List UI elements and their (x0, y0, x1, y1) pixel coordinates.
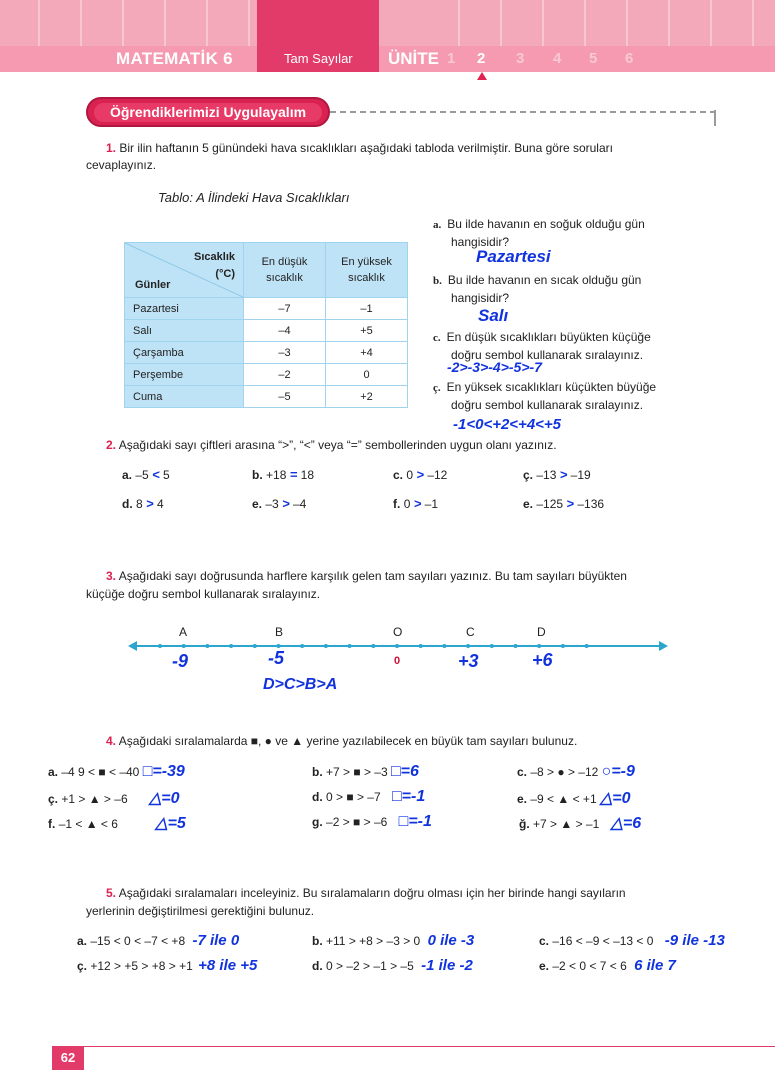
number-line-tick (300, 644, 304, 648)
q1-text-line2: cevaplayınız. (86, 158, 157, 172)
item-label: c. (539, 934, 550, 948)
subject-title: MATEMATİK 6 (116, 49, 233, 68)
q4-item (517, 788, 631, 808)
item-label: f. (393, 497, 401, 511)
item-left: –5 (135, 468, 149, 482)
q1-number: 1. (106, 141, 117, 155)
item-label: g. (312, 815, 323, 829)
unit-number: 6 (625, 50, 634, 67)
order-answer: D>C>B>A (263, 676, 338, 693)
banner-divider-end (714, 110, 716, 126)
table-header-row (125, 243, 408, 298)
page-header (0, 0, 775, 72)
high-cell: +5 (326, 320, 408, 342)
sub-c-line2: doğru sembol kullanarak sıralayınız. (451, 348, 644, 362)
item-symbol: = (289, 467, 298, 482)
number-line-tick (514, 644, 518, 648)
point-label-d: D (537, 625, 546, 639)
section-banner-title: Öğrendiklerimizi Uygulayalım (94, 103, 322, 122)
q3-text-line1: Aşağıdaki sayı doğrusunda harflere karşılık gelen tam sayıları yazınız. Bu tam sayıları büyükten (118, 569, 627, 583)
item-answer: +8 ile +5 (198, 957, 258, 974)
header-tile (462, 0, 502, 46)
item-expression: +11 > +8 > –3 > 0 (326, 934, 421, 948)
q5-item (77, 957, 257, 974)
item-expression: –2 > ■ > –6 (326, 815, 388, 829)
item-expression: –15 < 0 < –7 < +8 (90, 934, 186, 948)
q2-item (523, 467, 591, 482)
item-label: a. (122, 468, 133, 482)
q2-item (122, 496, 164, 511)
header-tile (588, 0, 628, 46)
number-line-tick (490, 644, 494, 648)
header-tile (126, 0, 166, 46)
item-label: e. (539, 959, 550, 973)
answer-a: Pazartesi (476, 247, 551, 266)
value-a: -9 (172, 651, 189, 671)
item-expression: 0 > ■ > –7 (326, 790, 381, 804)
q5-item (539, 932, 725, 949)
high-cell: +4 (326, 342, 408, 364)
day-cell: Pazartesi (125, 298, 244, 320)
day-cell: Çarşamba (125, 342, 244, 364)
item-label: f. (48, 817, 56, 831)
item-left: –13 (536, 468, 557, 482)
item-expression: –8 > ● > –12 (530, 765, 599, 779)
topic-title: Tam Sayılar (284, 51, 353, 66)
unit-number: 1 (447, 50, 456, 67)
item-label: a. (48, 765, 59, 779)
item-expression: –4 9 < ■ < –40 (61, 765, 140, 779)
item-label: a. (77, 934, 88, 948)
sub-cc-line2: doğru sembol kullanarak sıralayınız. (451, 398, 644, 412)
unit-number: 5 (589, 50, 598, 67)
q4-item (48, 813, 186, 833)
sub-label: a. (433, 219, 442, 231)
low-cell: –2 (244, 364, 326, 386)
q5-item (77, 932, 239, 949)
q5-text-line2: yerlerinin değiştirilmesi gerektiğini bulunuz. (86, 904, 315, 918)
q3-text (106, 568, 718, 585)
number-line-tick (253, 644, 257, 648)
item-expression: +7 > ■ > –3 (326, 765, 388, 779)
number-line-tick (205, 644, 209, 648)
low-cell: –3 (244, 342, 326, 364)
low-cell: –7 (244, 298, 326, 320)
q5-number: 5. (106, 886, 117, 900)
item-expression: +7 > ▲ > –1 (533, 817, 600, 831)
q1-sub-b (433, 272, 641, 307)
sub-cc-line1: En yüksek sıcaklıkları küçükten büyüğe (446, 380, 657, 394)
q1-sub-a (433, 216, 645, 251)
item-label: d. (312, 959, 323, 973)
value-o: 0 (394, 655, 401, 667)
value-c: +3 (458, 651, 479, 671)
item-label: b. (312, 765, 323, 779)
sub-b-line2: hangisidir? (451, 291, 510, 305)
item-answer: □=-39 (142, 763, 185, 780)
point-label-o: O (393, 625, 403, 639)
header-tile (42, 0, 82, 46)
sub-label: c. (433, 332, 441, 344)
temperature-table (124, 242, 408, 408)
q1-text-line1: Bir ilin haftanın 5 günündeki hava sıcaklıkları aşağıdaki tabloda verilmiştir. Buna göre soruları (119, 141, 613, 155)
item-symbol: > (416, 467, 424, 482)
high-cell: +2 (326, 386, 408, 408)
item-left: 0 (406, 468, 414, 482)
item-label: e. (523, 497, 534, 511)
q2-item (523, 496, 604, 511)
table-row (125, 298, 408, 320)
q5-item (539, 957, 676, 974)
header-tile (546, 0, 586, 46)
q3-number: 3. (106, 569, 117, 583)
q2-text-body: Aşağıdaki sayı çiftleri arasına “>”, “<” veya “=” sembollerinden uygun olanı yazınız. (118, 438, 557, 452)
item-label: ç. (523, 468, 534, 482)
number-line-tick (371, 644, 375, 648)
item-answer: □=-1 (391, 788, 426, 805)
item-symbol: > (566, 496, 574, 511)
header-tile (630, 0, 670, 46)
page-number: 62 (52, 1046, 84, 1070)
day-cell: Salı (125, 320, 244, 342)
q2-item (393, 496, 438, 511)
item-expression: 0 > –2 > –1 > –5 (326, 959, 414, 973)
item-right: 5 (163, 468, 170, 482)
q5-text (106, 885, 718, 902)
item-right: –4 (293, 497, 307, 511)
number-line-tick (229, 644, 233, 648)
value-d: +6 (532, 650, 553, 670)
q2-item (122, 467, 170, 482)
item-label: c. (517, 765, 528, 779)
number-line-tick (585, 644, 589, 648)
item-right: 4 (156, 497, 164, 511)
corner-top-label-2: (°C) (215, 268, 235, 280)
low-cell: –4 (244, 320, 326, 342)
number-line-tick (419, 644, 423, 648)
q2-number: 2. (106, 438, 117, 452)
table-caption: Tablo: A İlindeki Hava Sıcaklıkları (158, 190, 350, 205)
number-line-tick (324, 644, 328, 648)
q4-item (312, 788, 425, 806)
item-left: 0 (403, 497, 411, 511)
item-label: e. (252, 497, 263, 511)
header-tile (84, 0, 124, 46)
q4-text-body: Aşağıdaki sıralamalarda ■, ● ve ▲ yerine yazılabilecek en büyük tam sayıları bulunuz. (118, 734, 578, 748)
item-answer: -1 ile -2 (421, 957, 473, 974)
point-label-b: B (275, 625, 284, 639)
sub-a-line2: hangisidir? (451, 235, 510, 249)
header-tile (0, 0, 40, 46)
item-label: c. (393, 468, 404, 482)
col-header-high-2: sıcaklık (348, 272, 385, 284)
unit-number: 4 (553, 50, 562, 67)
number-line-tick (182, 644, 186, 648)
item-expression: +12 > +5 > +8 > +1 (90, 959, 193, 973)
header-tile (168, 0, 208, 46)
item-answer: □=-1 (398, 813, 432, 830)
item-symbol: < (152, 467, 160, 482)
header-tile (420, 0, 460, 46)
active-unit-marker (477, 72, 487, 80)
day-cell: Cuma (125, 386, 244, 408)
item-answer: ○=-9 (601, 763, 635, 780)
header-tile (504, 0, 544, 46)
item-answer: □=6 (391, 763, 419, 780)
unit-number-active: 2 (477, 50, 486, 67)
q5-item (312, 932, 474, 949)
table-row (125, 386, 408, 408)
section-banner (86, 97, 330, 127)
table-row (125, 342, 408, 364)
col-header-low-1: En düşük (261, 256, 308, 268)
unit-label: ÜNİTE (388, 49, 439, 68)
footer-line (84, 1046, 775, 1047)
number-line-tick (348, 644, 352, 648)
item-answer: △=0 (599, 790, 631, 807)
item-label: d. (122, 497, 133, 511)
answer-cc: -1<0<+2<+4<+5 (453, 416, 562, 433)
header-tile (672, 0, 712, 46)
q2-text (106, 437, 557, 454)
corner-top-label (194, 249, 235, 283)
item-symbol: > (282, 496, 290, 511)
q4-item (312, 813, 432, 831)
item-expression: –16 < –9 < –13 < 0 (552, 934, 654, 948)
item-left: 8 (136, 497, 143, 511)
item-label: d. (312, 790, 323, 804)
sub-label: ç. (433, 382, 441, 394)
item-right: –136 (577, 497, 605, 511)
header-tile (210, 0, 250, 46)
item-right: –1 (424, 497, 439, 511)
corner-bottom-label: Günler (135, 279, 171, 291)
item-label: b. (252, 468, 263, 482)
q4-text (106, 733, 577, 750)
col-header-high (326, 243, 408, 298)
q2-item (252, 467, 314, 482)
sub-label: b. (433, 275, 442, 287)
table-row (125, 364, 408, 386)
q1-text (106, 140, 718, 157)
q5-item (312, 957, 473, 974)
col-header-low (244, 243, 326, 298)
item-answer: -9 ile -13 (664, 932, 725, 949)
high-cell: 0 (326, 364, 408, 386)
item-expression: –1 < ▲ < 6 (58, 817, 118, 831)
q2-item (252, 496, 306, 511)
high-cell: –1 (326, 298, 408, 320)
q4-item (519, 813, 641, 833)
answer-b: Salı (478, 306, 509, 325)
item-right: –12 (427, 468, 448, 482)
col-header-high-1: En yüksek (341, 256, 392, 268)
item-left: –3 (265, 497, 279, 511)
number-line-tick (561, 644, 565, 648)
item-left: +18 (266, 468, 287, 482)
low-cell: –5 (244, 386, 326, 408)
item-answer: 0 ile -3 (427, 932, 475, 949)
col-header-low-2: sıcaklık (266, 272, 303, 284)
item-answer: △=0 (148, 790, 180, 807)
q1-sub-cc (433, 379, 656, 414)
number-line-tick (395, 644, 399, 648)
corner-top-label-1: Sıcaklık (194, 251, 235, 263)
q4-number: 4. (106, 734, 117, 748)
number-line-tick (466, 644, 470, 648)
unit-number: 3 (516, 50, 525, 67)
q3-text-line2: küçüğe doğru sembol kullanarak sıralayınız. (86, 587, 321, 601)
item-answer: 6 ile 7 (634, 957, 676, 974)
number-line-tick (442, 644, 446, 648)
item-right: 18 (300, 468, 315, 482)
item-symbol: > (413, 496, 422, 511)
day-cell: Perşembe (125, 364, 244, 386)
item-label: ç. (77, 959, 88, 973)
item-expression: –9 < ▲ < +1 (530, 792, 597, 806)
banner-divider (330, 111, 716, 113)
item-answer: △=5 (155, 815, 186, 832)
item-expression: +1 > ▲ > –6 (61, 792, 128, 806)
item-right: –19 (570, 468, 591, 482)
q4-item (48, 763, 185, 781)
sub-c-line1: En düşük sıcaklıkları büyükten küçüğe (446, 330, 651, 344)
q5-text-line1: Aşağıdaki sıralamaları inceleyiniz. Bu sıralamaların doğru olması için her birinde hangi sayıların (118, 886, 626, 900)
table-row (125, 320, 408, 342)
sub-a-line1: Bu ilde havanın en soğuk olduğu gün (447, 217, 645, 231)
item-label: e. (517, 792, 528, 806)
item-answer: △=6 (610, 815, 642, 832)
item-symbol: > (559, 467, 568, 482)
table-corner-cell (125, 243, 244, 298)
item-expression: –2 < 0 < 7 < 6 (552, 959, 627, 973)
number-line-tick (158, 644, 162, 648)
number-line-tick (537, 644, 541, 648)
answer-c: -2>-3>-4>-5>-7 (447, 359, 542, 375)
point-label-c: C (466, 625, 475, 639)
item-label: ğ. (519, 817, 530, 831)
item-label: b. (312, 934, 323, 948)
item-label: ç. (48, 792, 59, 806)
q2-item (393, 467, 447, 482)
item-symbol: > (146, 496, 154, 511)
q4-item (48, 788, 180, 808)
header-tile (714, 0, 754, 46)
item-left: –125 (536, 497, 564, 511)
q4-item (517, 763, 635, 781)
item-answer: -7 ile 0 (192, 932, 240, 949)
value-b: -5 (268, 648, 285, 668)
q4-item (312, 763, 419, 781)
sub-b-line1: Bu ilde havanın en sıcak olduğu gün (447, 273, 642, 287)
point-label-a: A (179, 625, 188, 639)
